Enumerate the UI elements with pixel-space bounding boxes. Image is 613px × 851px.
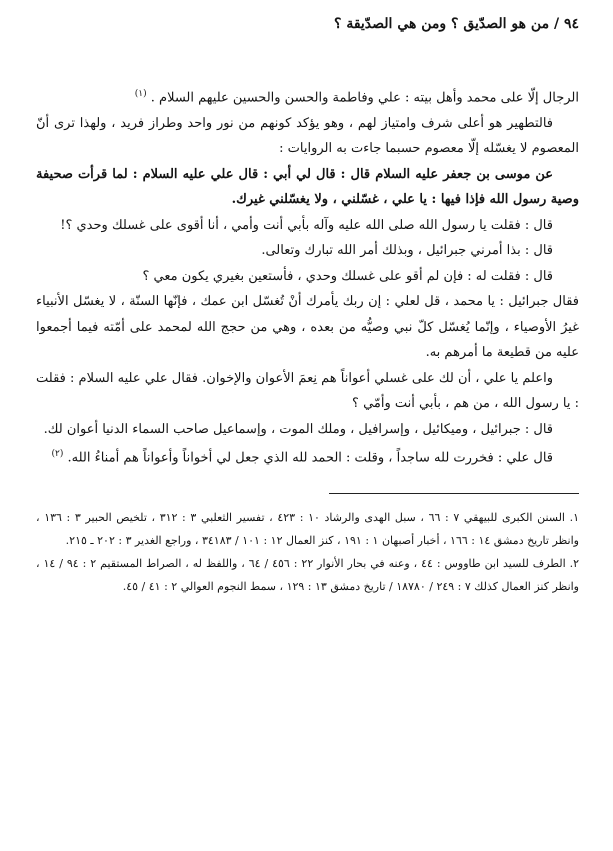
body-text xyxy=(36,82,579,471)
footnotes xyxy=(36,506,579,598)
paragraph xyxy=(36,82,579,111)
footnote-separator xyxy=(329,493,579,494)
footnote: ١. السنن الكبرى للبيهقي ٧ : ٦٦ ، سبل الهدى والرشاد ١٠ : ٤٢٣ ، تفسير الثعلبي ٣ : ٣١٢ ، تلخيص الحبير ٣ : ١٣٦ ، وانظر تاريخ دمشق ١٤ : ١٦٦ ، أخبار أصبهان ١ : ١٩١ ، كنز العمال ١٢ : ١٠١ / ٣٤١٨٣ ، وراجع الغدير ٣ : ٢٠٢ ـ ٢١٥. xyxy=(36,511,580,548)
paragraph: قال : فقلت له : فإن لم أقو على غسلك وحدي ، فأستعين بغيري يكون معي ؟ xyxy=(142,268,553,284)
paragraph: عن موسى بن جعفر عليه السلام قال : قال لي أبي : قال علي عليه السلام : لما قرأت صحيفة وصية رسول الله فإذا فيها : يا علي ، غسّلني ، ولا يغسّلني غيرك. xyxy=(36,166,579,208)
paragraph: فقال جبرائيل : يا محمد ، قل لعلي : إن ربك يأمرك أنْ تُغسّل ابن عمك ، فإنّها السنّة ، لا يغسّل الأنبياء غيرُ الأوصياء ، وإنّما يُغسّل كلّ نبي وصيُّه من بعده ، وهي من حجج الله لمحمد على أمّته فيما أجمعوا عليه من قطيعة ما أمرهم به. xyxy=(36,294,579,361)
paragraph: فالتطهير هو أعلى شرف وامتياز لهم ، وهو يؤكد كونهم من نور واحد وطراز فريد ، ولهذا ترى أنّ المعصوم لا يغسّله إلّا معصوم حسبما جاءت به الروايات : xyxy=(36,115,579,157)
paragraph xyxy=(36,442,579,471)
paragraph-text: الرجال إلّا على محمد وأهل بيته : علي وفاطمة والحسن والحسين عليهم السلام . xyxy=(150,90,579,106)
paragraph: قال : بذا أمرني جبرائيل ، وبذلك أمر الله تبارك وتعالى. xyxy=(261,243,553,259)
paragraph: واعلم يا علي ، أن لك على غسلي أعواناً هم نِعمَ الأعوان والإخوان. فقال علي عليه السلام : فقلت : يا رسول الله ، من هم ، بأبي أنت وأمّي ؟ xyxy=(36,370,579,412)
running-header: ٩٤ / من هو الصدّيق ؟ ومن هي الصدّيقة ؟ xyxy=(334,16,579,32)
footnote-ref[interactable]: (١) xyxy=(134,89,147,99)
paragraph: قال : جبرائيل ، وميكائيل ، وإسرافيل ، وملك الموت ، وإسماعيل صاحب السماء الدنيا أعوان لك. xyxy=(43,421,553,437)
paragraph-text: قال علي : فخررت لله ساجداً ، وقلت : الحمد لله الذي جعل لي أخواناً وأعواناً هم أمناءُ الله. xyxy=(67,450,553,466)
footnote: ٢. الطرف للسيد ابن طاووس : ٤٤ ، وعنه في بحار الأنوار ٢٢ : ٤٥٦ / ٦٤ ، واللفظ له ، الصراط المستقيم ٢ : ٩٤ / ١٤ ، وانظر كنز العمال كذلك ٧ : ٢٤٩ / ١٨٧٨٠ / تاريخ دمشق ١٣ : ١٢٩ ، سمط النجوم العوالي ٢ : ٤١ / ٤٥. xyxy=(36,557,580,594)
footnote-ref[interactable]: (٢) xyxy=(51,449,64,460)
paragraph: قال : فقلت يا رسول الله صلى الله عليه وآله بأبي أنت وأمي ، أنا أقوى على غسلك وحدي ؟! xyxy=(60,217,553,233)
